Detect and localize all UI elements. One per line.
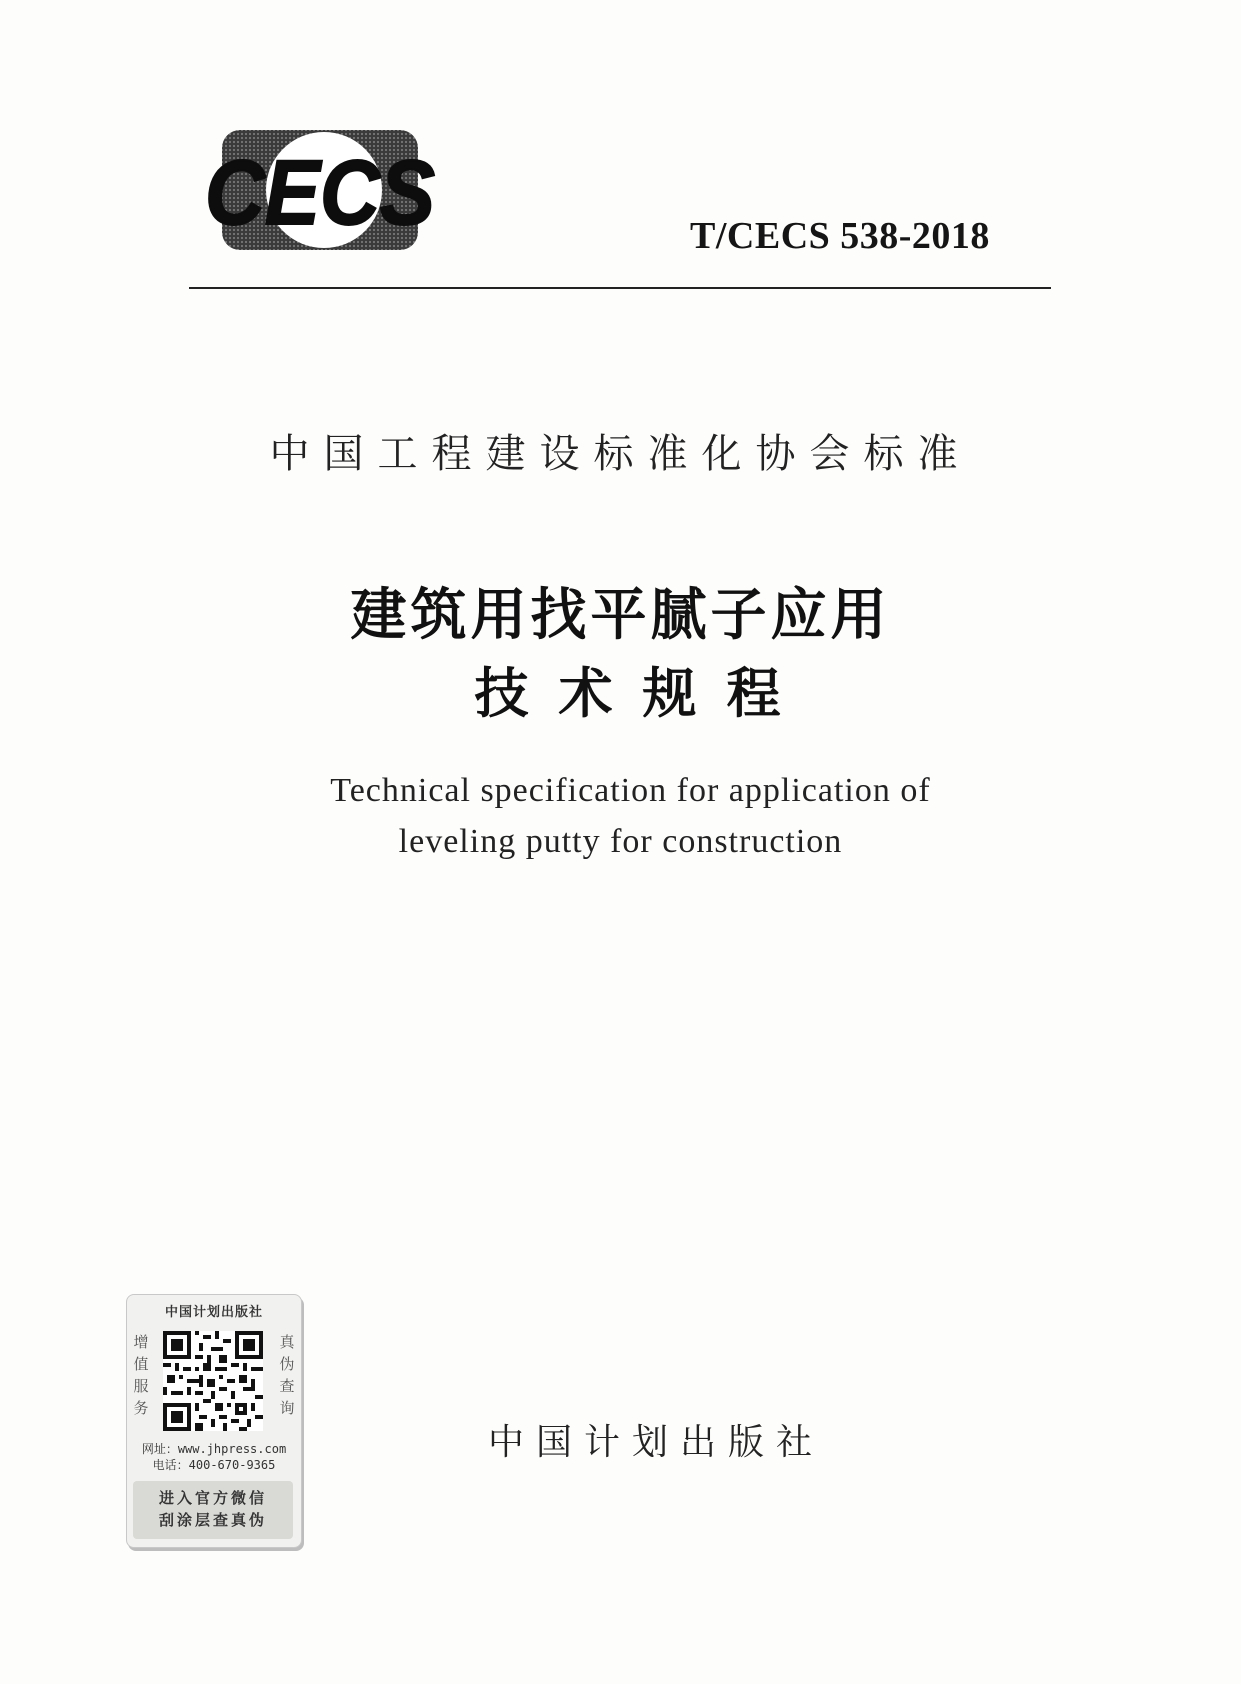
svg-text:CECS: CECS [205, 142, 435, 244]
publisher-name: 中国计划出版社 [488, 1422, 825, 1463]
english-title-line1: Technical specification for application of [330, 772, 931, 809]
qr-code-icon [163, 1331, 263, 1431]
sticker-right-char: 询 [279, 1399, 295, 1417]
sticker-left-text [132, 1331, 150, 1419]
sticker-right-char: 伪 [279, 1355, 295, 1373]
sticker-left-char: 服 [133, 1377, 149, 1395]
scratch-text-line2: 刮涂层查真伪 [158, 1511, 267, 1529]
association-name: 中国工程建设标准化协会标准 [269, 431, 972, 477]
header-divider [189, 287, 1051, 289]
document-title-line2: 技术规程 [474, 662, 811, 725]
scratch-off-panel [133, 1481, 293, 1539]
cecs-logo [200, 128, 440, 252]
anti-counterfeit-sticker [126, 1294, 302, 1548]
sticker-right-text [278, 1331, 296, 1419]
sticker-right-char: 查 [279, 1377, 295, 1395]
standard-number: T/CECS 538-2018 [690, 215, 990, 257]
document-title-line1: 建筑用找平腻子应用 [350, 583, 891, 648]
sticker-website: 网址：www.jhpress.com [141, 1442, 287, 1456]
sticker-left-char: 增 [133, 1333, 149, 1351]
sticker-right-char: 真 [279, 1333, 295, 1351]
sticker-left-char: 值 [133, 1355, 149, 1373]
sticker-publisher-name: 中国计划出版社 [164, 1305, 263, 1320]
sticker-left-char: 务 [133, 1399, 149, 1417]
scratch-text-line1: 进入官方微信 [158, 1489, 267, 1507]
english-title-line2: leveling putty for construction [398, 823, 843, 860]
sticker-phone: 电话：400-670-9365 [152, 1458, 276, 1472]
